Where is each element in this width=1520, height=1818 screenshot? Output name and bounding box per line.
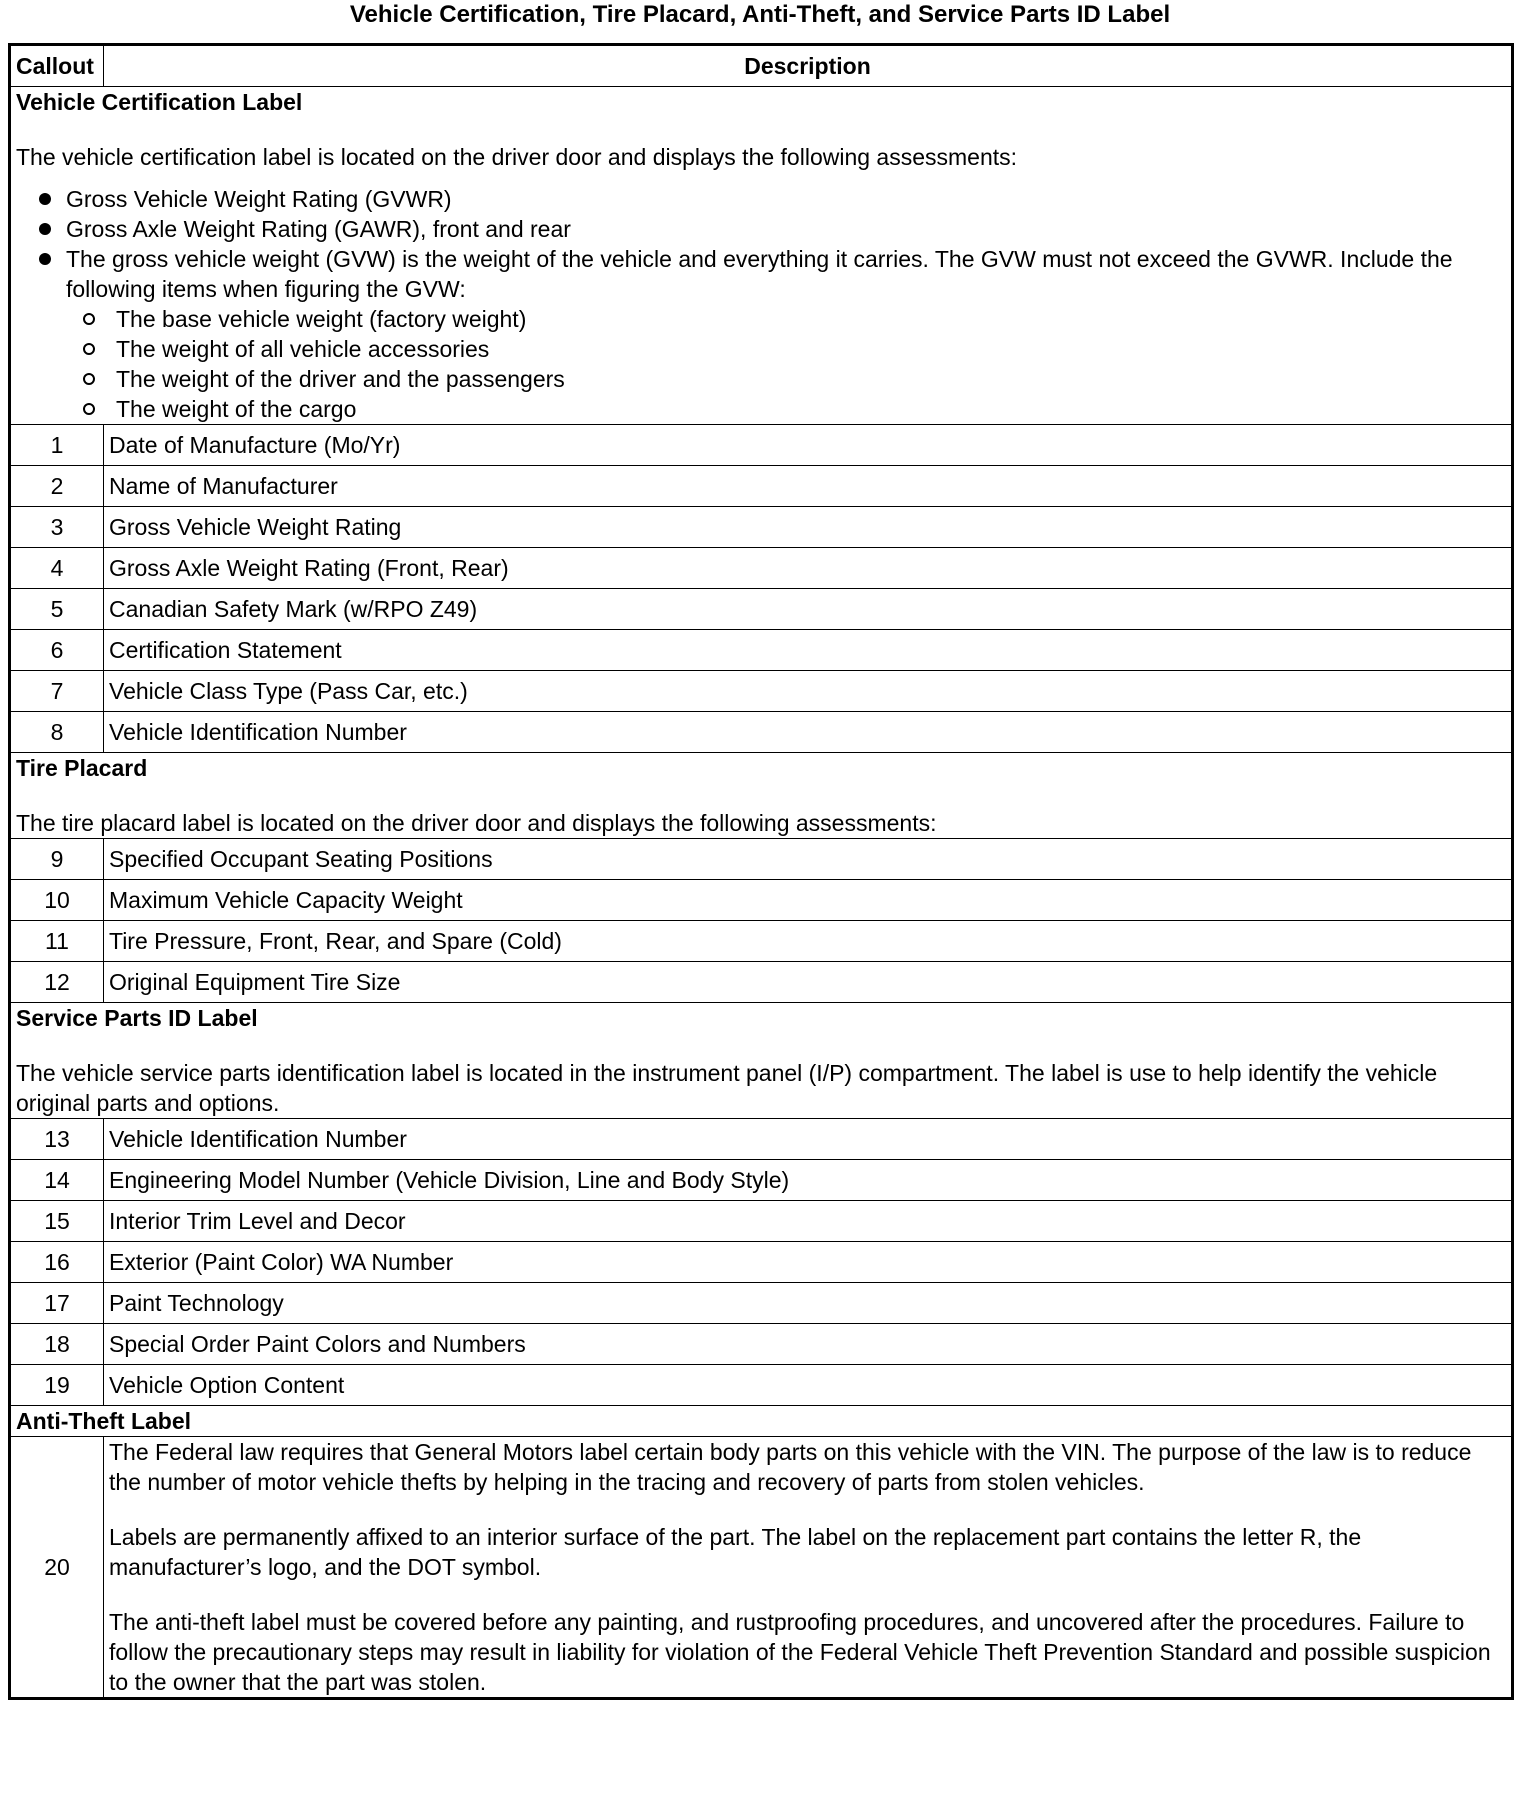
table-row [10,921,1513,962]
table-row [10,425,1513,466]
callout-description: Canadian Safety Mark (w/RPO Z49) [104,589,1513,630]
table-header-row [10,45,1513,87]
table-row [10,589,1513,630]
callout-number: 3 [10,507,104,548]
bullet-dot-icon [39,223,51,235]
callout-description: Vehicle Option Content [104,1365,1513,1406]
description-column-header: Description [104,45,1513,87]
callout-description: Original Equipment Tire Size [104,962,1513,1003]
callout-description [104,1437,1513,1699]
callout-description: Vehicle Identification Number [104,712,1513,753]
sub-bullet-item: The weight of all vehicle accessories [16,334,1506,364]
table-row [10,671,1513,712]
section-row-anti-theft [10,1406,1513,1437]
callout-number: 19 [10,1365,104,1406]
section-title: Service Parts ID Label [16,1005,258,1031]
callout-number: 14 [10,1160,104,1201]
callout-number: 7 [10,671,104,712]
paragraph: The anti-theft label must be covered before any painting, and rustproofing procedures, and uncovered after the procedures. Failure to follow the precautionary steps may result in liability for violation of the Federal Vehicle Theft Prevention Standard and possible suspicion to the owner that the part was stolen. [109,1609,1491,1695]
bullet-circle-icon [83,403,95,415]
table-row [10,466,1513,507]
callout-number: 12 [10,962,104,1003]
callout-number: 18 [10,1324,104,1365]
table-row [10,507,1513,548]
callout-column-header: Callout [10,45,104,87]
table-row [10,1283,1513,1324]
sub-bullet-item: The weight of the driver and the passengers [16,364,1506,394]
label-table [8,43,1514,1700]
table-row [10,839,1513,880]
callout-number: 9 [10,839,104,880]
bullet-circle-icon [83,373,95,385]
callout-description: Name of Manufacturer [104,466,1513,507]
section-row-tire-placard [10,753,1513,839]
callout-number: 4 [10,548,104,589]
sub-bullet-item: The base vehicle weight (factory weight) [16,304,1506,334]
section-title: Anti-Theft Label [16,1408,192,1434]
callout-number: 6 [10,630,104,671]
document-title: Vehicle Certification, Tire Placard, Anti-Theft, and Service Parts ID Label [349,1,1171,28]
callout-description: Exterior (Paint Color) WA Number [104,1242,1513,1283]
table-row [10,712,1513,753]
bullet-item: Gross Vehicle Weight Rating (GVWR) [16,184,1506,214]
bullet-dot-icon [39,253,51,265]
section-title: Tire Placard [16,755,148,781]
section-row-vehicle-certification [10,87,1513,425]
callout-description: Vehicle Identification Number [104,1119,1513,1160]
table-row [10,1201,1513,1242]
callout-description: Certification Statement [104,630,1513,671]
table-row [10,1324,1513,1365]
table-row [10,630,1513,671]
callout-number: 15 [10,1201,104,1242]
table-row [10,880,1513,921]
table-row [10,1119,1513,1160]
callout-description: Gross Axle Weight Rating (Front, Rear) [104,548,1513,589]
paragraph: The Federal law requires that General Motors label certain body parts on this vehicle with the VIN. The purpose of the law is to reduce the number of motor vehicle thefts by helping in the tracing and recovery of parts from stolen vehicles. [109,1439,1472,1495]
callout-number: 13 [10,1119,104,1160]
callout-description: Vehicle Class Type (Pass Car, etc.) [104,671,1513,712]
bullet-circle-icon [83,313,95,325]
sub-bullet-list [16,304,1506,424]
callout-description: Specified Occupant Seating Positions [104,839,1513,880]
callout-description: Date of Manufacture (Mo/Yr) [104,425,1513,466]
callout-description: Maximum Vehicle Capacity Weight [104,880,1513,921]
callout-number: 17 [10,1283,104,1324]
callout-number: 20 [10,1437,104,1699]
table-row [10,1242,1513,1283]
callout-number: 10 [10,880,104,921]
table-row [10,962,1513,1003]
section-title: Vehicle Certification Label [16,89,303,115]
table-row [10,548,1513,589]
callout-number: 5 [10,589,104,630]
table-row [10,1365,1513,1406]
bullet-list [16,184,1506,424]
callout-description: Engineering Model Number (Vehicle Division, Line and Body Style) [104,1160,1513,1201]
sub-bullet-item: The weight of the cargo [16,394,1506,424]
section-row-service-parts [10,1003,1513,1119]
callout-number: 11 [10,921,104,962]
callout-description: Gross Vehicle Weight Rating [104,507,1513,548]
bullet-dot-icon [39,193,51,205]
table-row [10,1437,1513,1699]
callout-description: Paint Technology [104,1283,1513,1324]
callout-number: 1 [10,425,104,466]
section-intro: The vehicle service parts identification label is located in the instrument panel (I/P) compartment. The label is use to help identify the vehicle original parts and options. [16,1060,1438,1116]
paragraph: Labels are permanently affixed to an interior surface of the part. The label on the replacement part contains the letter R, the manufacturer’s logo, and the DOT symbol. [109,1524,1362,1580]
table-row [10,1160,1513,1201]
section-intro: The tire placard label is located on the driver door and displays the following assessments: [16,810,937,836]
callout-description: Tire Pressure, Front, Rear, and Spare (Cold) [104,921,1513,962]
bullet-item: The gross vehicle weight (GVW) is the weight of the vehicle and everything it carries. The GVW must not exceed the GVWR. Include the following items when figuring the GVW: The base vehicle weight (factory weight) The weight of all vehicle accessories The weight of the driver and the passengers The weight of the cargo [16,244,1506,424]
callout-number: 16 [10,1242,104,1283]
callout-description: Special Order Paint Colors and Numbers [104,1324,1513,1365]
callout-description: Interior Trim Level and Decor [104,1201,1513,1242]
callout-number: 2 [10,466,104,507]
bullet-circle-icon [83,343,95,355]
callout-number: 8 [10,712,104,753]
section-intro: The vehicle certification label is located on the driver door and displays the following assessments: [16,144,1018,170]
bullet-item: Gross Axle Weight Rating (GAWR), front and rear [16,214,1506,244]
